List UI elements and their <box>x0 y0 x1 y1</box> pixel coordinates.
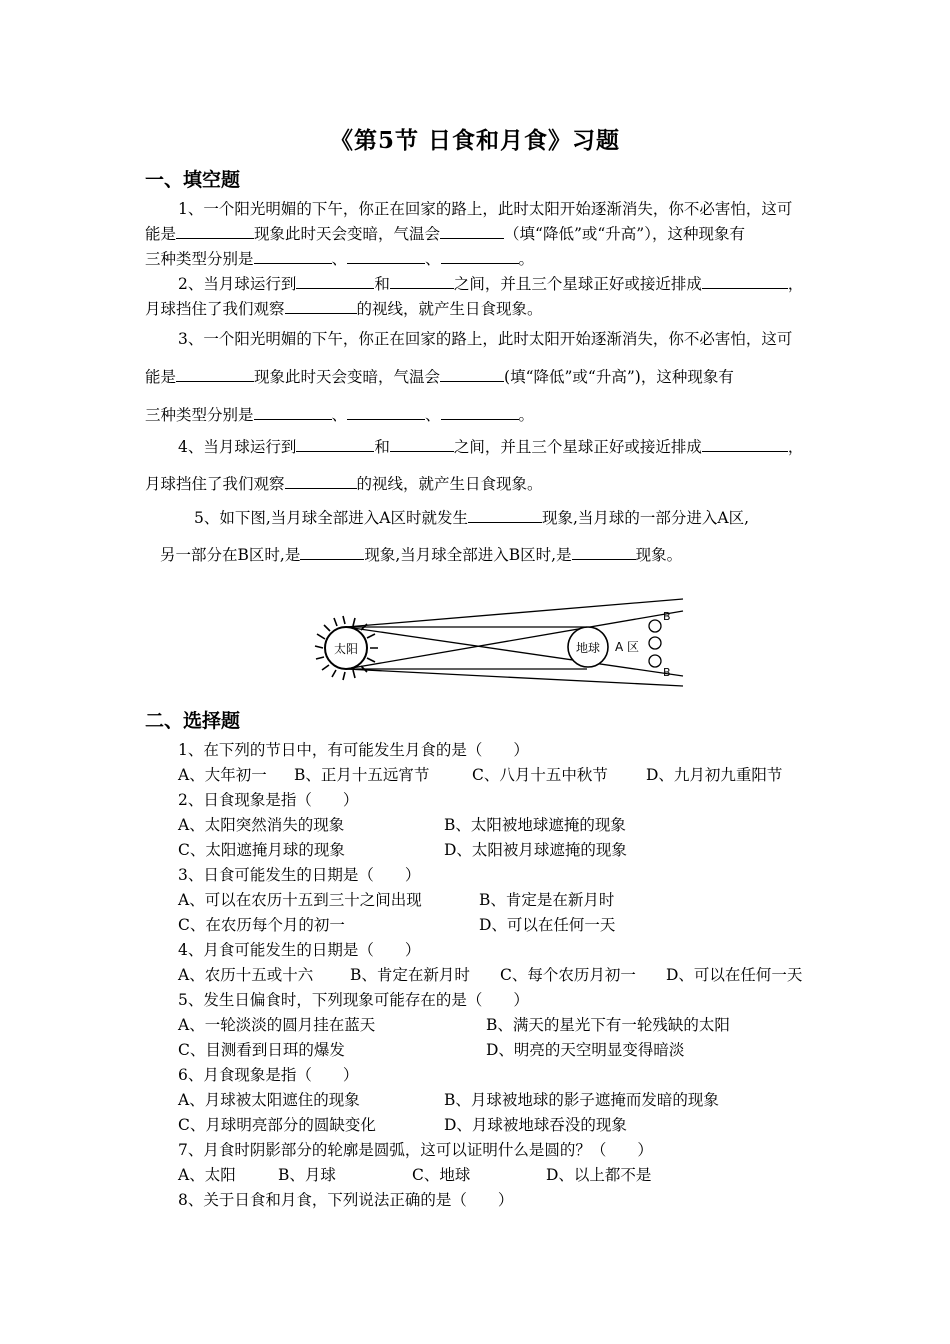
option-d[interactable]: D、明亮的天空明显变得暗淡 <box>486 1041 685 1059</box>
answer-blank[interactable] <box>390 437 454 452</box>
answer-blank[interactable] <box>176 367 254 382</box>
option-c[interactable]: C、在农历每个月的初一 <box>178 916 345 934</box>
eclipse-diagram <box>305 596 695 696</box>
answer-blank[interactable] <box>347 405 425 420</box>
option-a[interactable]: A、农历十五或十六 <box>178 966 314 984</box>
fill-q5-line2: 另一部分在B区时,是 现象,当月球全部进入B区时,是 现象。 <box>160 546 683 564</box>
choice-q3: 3、日食可能发生的日期是（ ） <box>178 866 421 884</box>
answer-blank[interactable] <box>347 249 425 264</box>
answer-blank[interactable] <box>176 224 254 239</box>
fill-q2-line1: 2、当月球运行到 和 之间，并且三个星球正好或接近排成 ， <box>178 275 804 293</box>
option-d[interactable]: D、太阳被月球遮掩的现象 <box>444 841 627 859</box>
fill-q4-line2: 月球挡住了我们观察 的视线，就产生日食现象。 <box>145 475 543 493</box>
option-a[interactable]: A、太阳突然消失的现象 <box>178 816 345 834</box>
answer-blank[interactable] <box>254 405 332 420</box>
earth-label: 地球 <box>575 641 601 655</box>
option-a[interactable]: A、大年初一 <box>178 766 267 784</box>
option-a[interactable]: A、可以在农历十五到三十之间出现 <box>178 891 422 909</box>
option-a[interactable]: A、太阳 <box>178 1166 236 1184</box>
section-heading-multiple-choice: 二、选择题 <box>145 710 241 732</box>
answer-blank[interactable] <box>702 274 788 289</box>
option-a[interactable]: A、月球被太阳遮住的现象 <box>178 1091 360 1109</box>
option-c[interactable]: C、月球明亮部分的圆缺变化 <box>178 1116 376 1134</box>
option-a[interactable]: A、一轮淡淡的圆月挂在蓝天 <box>178 1016 376 1034</box>
choice-q8: 8、关于日食和月食，下列说法正确的是（ ） <box>178 1191 514 1209</box>
moon-circle <box>649 637 661 649</box>
option-b[interactable]: B、肯定在新月时 <box>350 966 470 984</box>
choice-q6: 6、月食现象是指（ ） <box>178 1066 359 1084</box>
option-d[interactable]: D、以上都不是 <box>546 1166 652 1184</box>
answer-blank[interactable] <box>390 274 454 289</box>
option-c[interactable]: C、地球 <box>412 1166 471 1184</box>
fill-q5-line1: 5、如下图,当月球全部进入A区时就发生 现象,当月球的一部分进入A区, <box>194 509 750 527</box>
option-c[interactable]: C、目测看到日珥的爆发 <box>178 1041 345 1059</box>
choice-q5: 5、发生日偏食时，下列现象可能存在的是（ ） <box>178 991 529 1009</box>
option-c[interactable]: C、八月十五中秋节 <box>472 766 608 784</box>
answer-blank[interactable] <box>441 405 519 420</box>
option-d[interactable]: D、可以在任何一天 <box>479 916 616 934</box>
moon-circle <box>649 620 661 632</box>
answer-blank[interactable] <box>702 437 788 452</box>
answer-blank[interactable] <box>300 545 364 560</box>
answer-blank[interactable] <box>572 545 636 560</box>
choice-q7: 7、月食时阴影部分的轮廓是圆弧，这可以证明什么是圆的？（ ） <box>178 1141 653 1159</box>
option-c[interactable]: C、太阳遮掩月球的现象 <box>178 841 345 859</box>
option-d[interactable]: D、月球被地球吞没的现象 <box>444 1116 627 1134</box>
fill-q4-line1: 4、当月球运行到 和 之间，并且三个星球正好或接近排成 ， <box>178 438 804 456</box>
option-b[interactable]: B、月球 <box>278 1166 336 1184</box>
option-b[interactable]: B、月球被地球的影子遮掩而发暗的现象 <box>444 1091 719 1109</box>
option-b[interactable]: B、满天的星光下有一轮残缺的太阳 <box>486 1016 730 1034</box>
page-title: 《第5节 日食和月食》习题 <box>329 127 620 154</box>
answer-blank[interactable] <box>296 274 374 289</box>
choice-q1: 1、在下列的节日中，有可能发生月食的是（ ） <box>178 741 529 759</box>
fill-q3-line3: 三种类型分别是 、 、 。 <box>145 406 535 424</box>
choice-q2: 2、日食现象是指（ ） <box>178 791 359 809</box>
option-b[interactable]: B、太阳被地球遮掩的现象 <box>444 816 626 834</box>
fill-q1-line1: 1、一个阳光明媚的下午，你正在回家的路上，此时太阳开始逐渐消失，你不必害怕，这可 <box>178 200 793 218</box>
fill-q3-line1: 3、一个阳光明媚的下午，你正在回家的路上，此时太阳开始逐渐消失，你不必害怕，这可 <box>178 330 793 348</box>
fill-q1-line3: 三种类型分别是 、 、 。 <box>145 250 535 268</box>
option-c[interactable]: C、每个农历月初一 <box>500 966 636 984</box>
answer-blank[interactable] <box>440 224 504 239</box>
section-heading-fill-in: 一、填空题 <box>145 169 241 191</box>
moon-circle <box>649 655 661 667</box>
zone-b-top-label: B <box>663 610 671 623</box>
fill-q2-line2: 月球挡住了我们观察 的视线，就产生日食现象。 <box>145 300 543 318</box>
answer-blank[interactable] <box>440 367 504 382</box>
option-d[interactable]: D、九月初九重阳节 <box>646 766 783 784</box>
answer-blank[interactable] <box>285 299 357 314</box>
answer-blank[interactable] <box>254 249 332 264</box>
answer-blank[interactable] <box>296 437 374 452</box>
fill-q1-line2: 能是 现象此时天会变暗，气温会 （填“降低”或“升高”），这种现象有 <box>145 225 745 243</box>
zone-b-bottom-label: B <box>663 666 671 679</box>
fill-q3-line2: 能是 现象此时天会变暗，气温会 (填“降低”或“升高”)，这种现象有 <box>145 368 734 386</box>
answer-blank[interactable] <box>468 508 542 523</box>
answer-blank[interactable] <box>285 474 357 489</box>
option-b[interactable]: B、正月十五远宵节 <box>294 766 430 784</box>
choice-q4: 4、月食可能发生的日期是（ ） <box>178 941 421 959</box>
option-d[interactable]: D、可以在任何一天 <box>666 966 803 984</box>
sun-label: 太阳 <box>333 642 359 656</box>
zone-a-label: A 区 <box>615 640 640 654</box>
option-b[interactable]: B、肯定是在新月时 <box>479 891 615 909</box>
answer-blank[interactable] <box>441 249 519 264</box>
